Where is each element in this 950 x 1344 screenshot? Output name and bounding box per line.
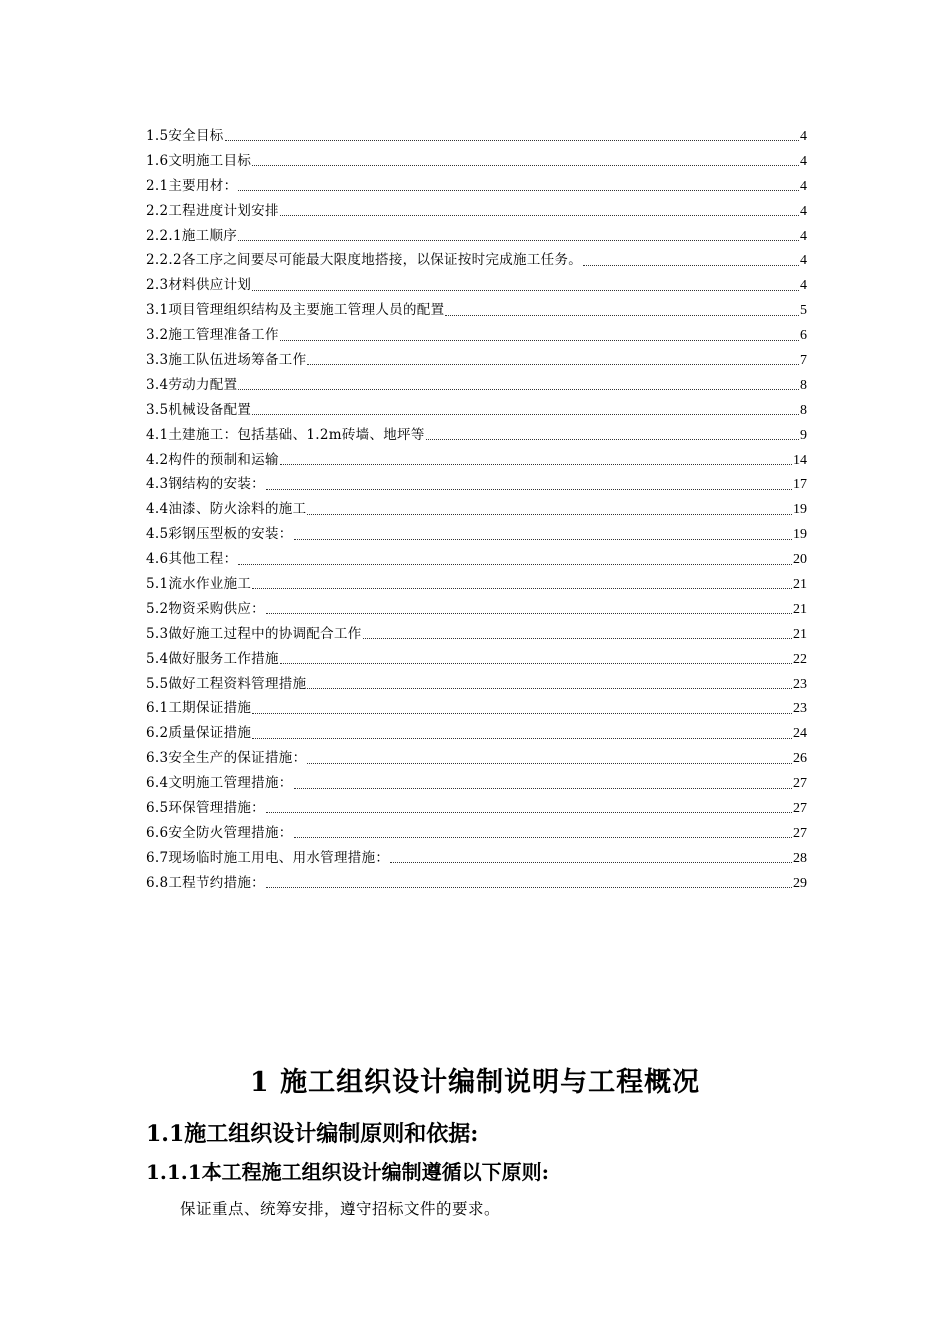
toc-leader-dots	[390, 861, 792, 863]
toc-entry[interactable]	[146, 224, 807, 249]
toc-entry-label: 4.3钢结构的安装：	[146, 476, 265, 493]
toc-entry-label: 4.6其他工程：	[146, 551, 238, 568]
toc-entry[interactable]	[146, 199, 807, 224]
toc-leader-dots	[294, 538, 792, 540]
toc-page-number: 29	[793, 875, 807, 891]
toc-page-number: 8	[800, 377, 807, 393]
toc-page-number: 8	[800, 402, 807, 418]
body-paragraph: 保证重点、统筹安排，遵守招标文件的要求。	[180, 1200, 501, 1218]
toc-page-number: 17	[793, 477, 807, 493]
toc-entry[interactable]	[146, 796, 807, 821]
toc-entry-label: 6.2质量保证措施	[146, 725, 252, 742]
toc-entry-label: 6.3安全生产的保证措施：	[146, 750, 307, 767]
toc-entry[interactable]	[146, 149, 807, 174]
toc-page-number: 7	[800, 353, 807, 369]
toc-entry-label: 4.4油漆、防火涂料的施工	[146, 501, 307, 518]
toc-entry-label: 6.5环保管理措施：	[146, 800, 265, 817]
toc-leader-dots	[307, 513, 792, 515]
toc-entry-label: 2.2.2各工序之间要尽可能最大限度地搭接，以保证按时完成施工任务。	[146, 252, 583, 269]
toc-entry-label: 3.3施工队伍进场筹备工作	[146, 352, 307, 369]
toc-entry-label: 6.7现场临时施工用电、用水管理措施：	[146, 849, 390, 866]
toc-leader-dots	[252, 413, 799, 415]
toc-entry-label: 4.1土建施工：包括基础、1.2m砖墙、地坪等	[146, 426, 425, 443]
toc-page-number: 26	[793, 751, 807, 767]
toc-page-number: 19	[793, 527, 807, 543]
toc-entry-label: 3.2施工管理准备工作	[146, 327, 279, 344]
toc-page-number: 9	[800, 427, 807, 443]
toc-leader-dots	[445, 314, 799, 316]
toc-entry-label: 4.5彩钢压型板的安装：	[146, 526, 293, 543]
subsection-title: 1.1.1本工程施工组织设计编制遵循以下原则:	[146, 1160, 550, 1184]
table-of-contents	[146, 124, 807, 896]
toc-entry-label: 5.4做好服务工作措施	[146, 650, 279, 667]
toc-leader-dots	[238, 189, 799, 191]
toc-entry[interactable]	[146, 871, 807, 896]
section-title: 1.1施工组织设计编制原则和依据:	[146, 1121, 479, 1147]
toc-page-number: 4	[800, 129, 807, 144]
toc-entry-label: 2.2工程进度计划安排	[146, 202, 279, 219]
toc-entry[interactable]	[146, 821, 807, 846]
toc-entry[interactable]	[146, 448, 807, 473]
toc-entry[interactable]	[146, 846, 807, 871]
toc-leader-dots	[280, 339, 799, 341]
toc-leader-dots	[238, 388, 799, 390]
toc-leader-dots	[280, 662, 792, 664]
toc-leader-dots	[280, 214, 799, 216]
toc-page-number: 4	[800, 153, 807, 169]
toc-entry[interactable]	[146, 647, 807, 672]
toc-leader-dots	[252, 289, 799, 291]
toc-leader-dots	[238, 563, 792, 565]
toc-page-number: 14	[793, 452, 807, 468]
toc-page-number: 4	[800, 178, 807, 194]
toc-page-number: 19	[793, 502, 807, 518]
toc-entry-label: 3.1项目管理组织结构及主要施工管理人员的配置	[146, 302, 445, 319]
toc-entry-label: 2.1主要用材：	[146, 177, 238, 194]
toc-entry[interactable]	[146, 323, 807, 348]
toc-leader-dots	[266, 488, 792, 490]
toc-entry[interactable]	[146, 622, 807, 647]
toc-page-number: 4	[800, 278, 807, 294]
toc-entry-label: 1.6文明施工目标	[146, 152, 252, 169]
toc-leader-dots	[583, 264, 799, 266]
toc-leader-dots	[252, 712, 792, 714]
toc-entry[interactable]	[146, 672, 807, 697]
toc-leader-dots	[266, 811, 792, 813]
toc-leader-dots	[252, 164, 799, 166]
toc-entry[interactable]	[146, 298, 807, 323]
toc-leader-dots	[225, 139, 799, 141]
toc-entry[interactable]	[146, 771, 807, 796]
toc-entry-label: 3.5机械设备配置	[146, 401, 252, 418]
toc-page-number: 27	[793, 825, 807, 841]
toc-entry-label: 6.6安全防火管理措施：	[146, 824, 293, 841]
toc-leader-dots	[307, 762, 792, 764]
toc-page-number: 23	[793, 676, 807, 692]
toc-entry-label: 1.5安全目标	[146, 128, 224, 144]
toc-entry-label: 4.2构件的预制和运输	[146, 451, 279, 468]
toc-entry[interactable]	[146, 547, 807, 572]
toc-page-number: 5	[800, 303, 807, 319]
toc-page-number: 24	[793, 726, 807, 742]
toc-page-number: 4	[800, 253, 807, 269]
toc-leader-dots	[307, 687, 792, 689]
toc-entry[interactable]	[146, 497, 807, 522]
toc-entry[interactable]	[146, 696, 807, 721]
toc-leader-dots	[294, 836, 792, 838]
toc-page-number: 20	[793, 552, 807, 568]
toc-page-number: 28	[793, 850, 807, 866]
toc-entry[interactable]	[146, 597, 807, 622]
toc-page-number: 21	[793, 626, 807, 642]
toc-leader-dots	[307, 363, 799, 365]
toc-entry[interactable]	[146, 273, 807, 298]
toc-page-number: 27	[793, 801, 807, 817]
toc-leader-dots	[252, 587, 792, 589]
toc-page-number: 27	[793, 776, 807, 792]
toc-entry[interactable]	[146, 248, 807, 273]
toc-page-number: 6	[800, 328, 807, 344]
toc-entry[interactable]	[146, 472, 807, 497]
toc-leader-dots	[426, 438, 799, 440]
toc-page-number: 22	[793, 651, 807, 667]
toc-leader-dots	[266, 886, 792, 888]
toc-entry-label: 3.4劳动力配置	[146, 376, 238, 393]
toc-entry-label: 5.1流水作业施工	[146, 576, 252, 593]
toc-entry[interactable]	[146, 124, 807, 149]
chapter-title: 1 施工组织设计编制说明与工程概况	[249, 1067, 701, 1098]
toc-entry-label: 2.3材料供应计划	[146, 277, 252, 294]
toc-entry-label: 6.1工期保证措施	[146, 700, 252, 717]
toc-entry[interactable]	[146, 721, 807, 746]
toc-entry[interactable]	[146, 398, 807, 423]
toc-entry[interactable]	[146, 746, 807, 771]
toc-leader-dots	[252, 737, 792, 739]
toc-leader-dots	[294, 787, 792, 789]
toc-entry[interactable]	[146, 373, 807, 398]
toc-entry-label: 5.2物资采购供应：	[146, 600, 265, 617]
toc-entry-label: 5.3做好施工过程中的协调配合工作	[146, 625, 362, 642]
toc-leader-dots	[238, 239, 799, 241]
toc-leader-dots	[280, 463, 792, 465]
toc-entry-label: 6.4文明施工管理措施：	[146, 775, 293, 792]
toc-page-number: 4	[800, 228, 807, 244]
toc-page-number: 21	[793, 577, 807, 593]
toc-leader-dots	[363, 637, 792, 639]
toc-page-number: 4	[800, 203, 807, 219]
toc-entry-label: 2.2.1施工顺序	[146, 227, 238, 244]
toc-leader-dots	[266, 612, 792, 614]
toc-entry[interactable]	[146, 423, 807, 448]
toc-entry[interactable]	[146, 522, 807, 547]
toc-entry-label: 5.5做好工程资料管理措施	[146, 675, 307, 692]
toc-entry[interactable]	[146, 174, 807, 199]
toc-entry-label: 6.8工程节约措施：	[146, 874, 265, 891]
toc-entry[interactable]	[146, 572, 807, 597]
toc-page-number: 21	[793, 601, 807, 617]
toc-entry[interactable]	[146, 348, 807, 373]
toc-page-number: 23	[793, 701, 807, 717]
